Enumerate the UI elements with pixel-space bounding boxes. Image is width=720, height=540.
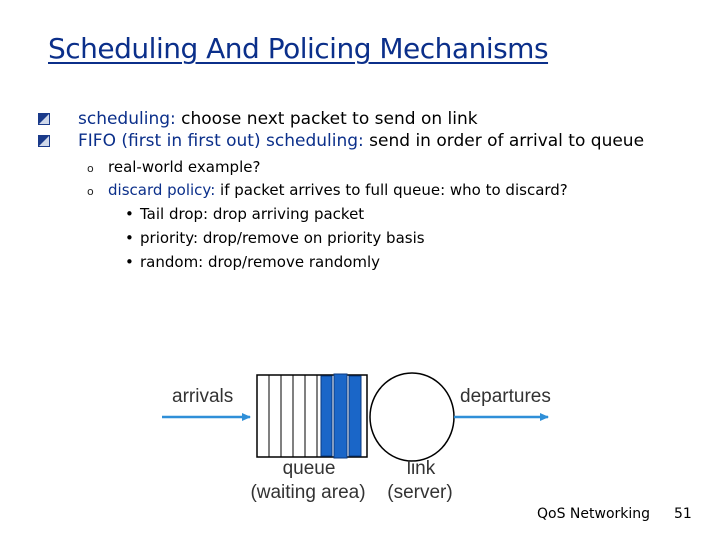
footer-course: QoS Networking — [537, 506, 651, 522]
link-label: link — [406, 458, 436, 479]
queue-sublabel: (waiting area) — [250, 482, 366, 503]
dot-bullet-icon: • — [125, 229, 134, 247]
page-number: 51 — [674, 506, 692, 522]
queued-packet — [321, 376, 332, 456]
bullet-text: send in order of arrival to queue — [363, 131, 645, 151]
sub-bullet-text: if packet arrives to full queue: who to discard? — [215, 181, 568, 199]
sub-sub-bullet-text: random: drop/remove randomly — [140, 253, 381, 271]
server-circle — [370, 373, 454, 461]
sub-bullet-text: real-world example? — [108, 158, 261, 176]
sub-sub-bullet-text: Tail drop: drop arriving packet — [140, 205, 365, 223]
queued-packet — [334, 374, 347, 458]
queued-packet — [349, 376, 361, 456]
sub-sub-bullet-text: priority: drop/remove on priority basis — [140, 229, 425, 247]
circle-bullet-icon: o — [87, 185, 94, 198]
link-sublabel: (server) — [387, 482, 453, 503]
queue-buffer — [257, 374, 367, 458]
slide-title: Scheduling And Policing Mechanisms — [48, 32, 549, 65]
bullet-term: scheduling: — [78, 109, 176, 129]
circle-bullet-icon: o — [87, 162, 94, 175]
dot-bullet-icon: • — [125, 253, 134, 271]
bullet-term: FIFO (first in first out) scheduling: — [78, 131, 364, 151]
arrivals-label: arrivals — [172, 386, 234, 407]
departures-label: departures — [460, 386, 551, 407]
sub-bullet-term: discard policy: — [108, 181, 216, 199]
dot-bullet-icon: • — [125, 205, 134, 223]
bullet-text: choose next packet to send on link — [175, 109, 478, 129]
queue-label: queue — [282, 458, 336, 479]
